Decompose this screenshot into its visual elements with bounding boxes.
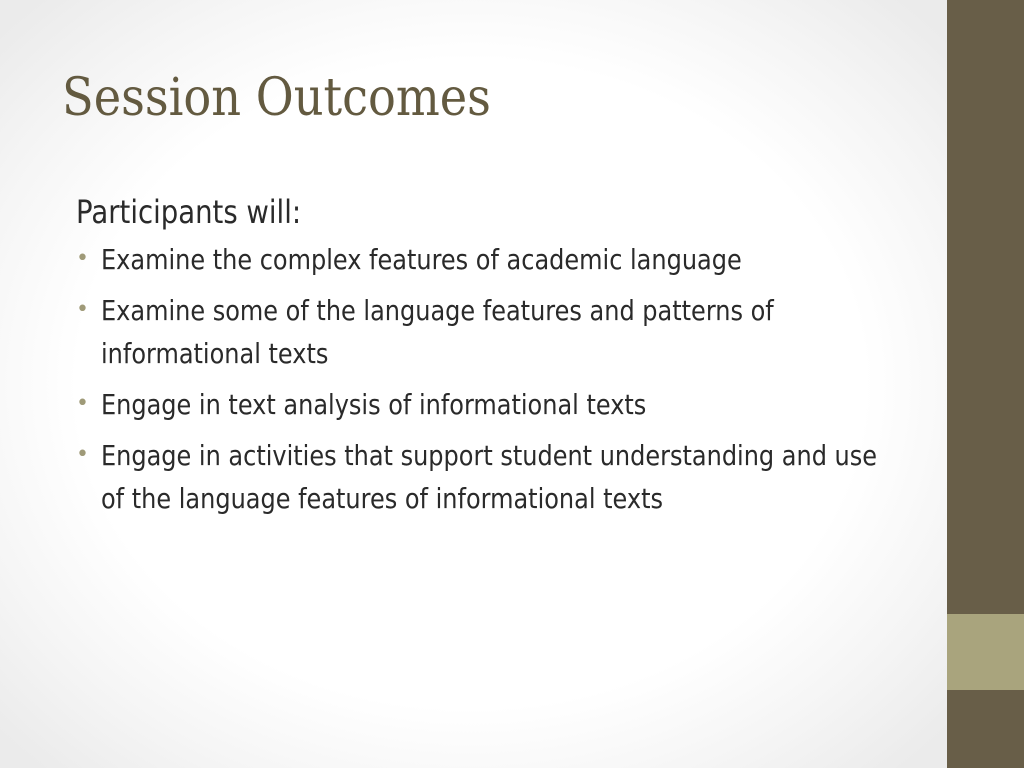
slide-content xyxy=(76,190,906,528)
list-item-text: Engage in activities that support student understanding and use of the language features of informational texts xyxy=(101,439,878,515)
bullet-icon: • xyxy=(76,246,89,271)
list-item xyxy=(76,383,906,426)
slide-title: Session Outcomes xyxy=(62,68,491,128)
bullet-icon: • xyxy=(76,391,89,416)
bullet-icon: • xyxy=(76,297,89,322)
list-item xyxy=(76,289,906,375)
side-accent-block xyxy=(947,614,1024,690)
list-item xyxy=(76,238,906,281)
list-item xyxy=(76,434,906,520)
list-item-text: Engage in text analysis of informational texts xyxy=(101,388,647,421)
outcomes-list xyxy=(76,238,906,520)
lead-text: Participants will: xyxy=(76,193,302,231)
list-item-text: Examine the complex features of academic language xyxy=(101,243,742,276)
list-item-text: Examine some of the language features and patterns of informational texts xyxy=(101,294,774,370)
bullet-icon: • xyxy=(76,442,89,467)
